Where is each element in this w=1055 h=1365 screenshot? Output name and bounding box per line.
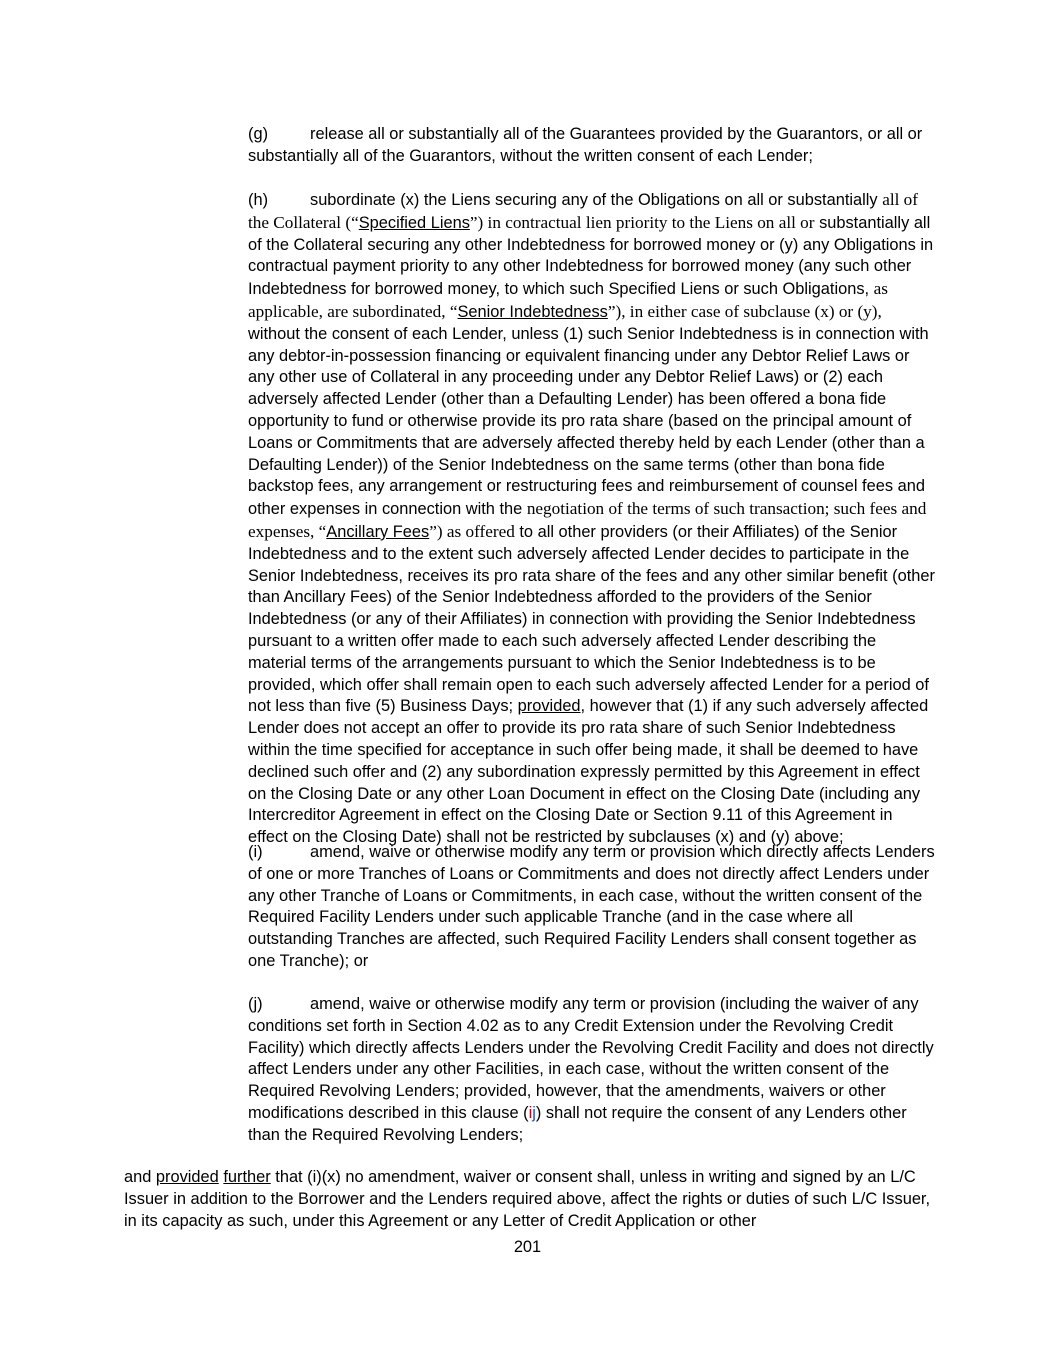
clause-text: ”), in either case of subclause (x) or (y), bbox=[607, 301, 882, 321]
clause-text: as applicable, are subordinated, “ bbox=[248, 279, 888, 321]
clause-i bbox=[187, 842, 935, 973]
clause-text: without the consent of each Lender, unless (1) such Senior Indebtedness is in connection with any debtor-in-possession financing or equivalent financing under any Debtor Relief Laws or any other use of Collateral in any proceeding under any Debtor Relief Laws) or (2) each adversely affected Lender (other than a Defaulting Lender) has been offered a bona fide opportunity to fund or otherwise provide its pro rata share (based on the principal amount of Loans or Commitments that are adversely affected thereby held by each Lender (other than a Defaulting Lender)) of the Senior Indebtedness on the same terms (other than bona fide backstop fees, any arrangement or restructuring fees and reimbursement of counsel fees and other expenses in connection with the bbox=[248, 324, 929, 519]
clause-j bbox=[187, 994, 935, 1147]
clause-text: amend, waive or otherwise modify any term or provision (including the waiver of any conditions set forth in Section 4.02 as to any Credit Extension under the Revolving Credit Facility) which directly affects Lenders under the Revolving Credit Facility and does not directly affect Lenders under any other Facilities, in each case, without the written consent of the Required Revolving Lenders; provided, however, that the amendments, waivers or other modifications described in this clause ( bbox=[248, 995, 934, 1122]
provided-term: provided bbox=[155, 1168, 219, 1186]
clause-label: (g) bbox=[248, 125, 269, 143]
inserted-revision-mark: j bbox=[532, 1103, 536, 1122]
clause-text: to all other providers (or their Affiliates) of the Senior Indebtedness and to the extent such adversely affected Lender decides to participate in the Senior Indebtedness, receives its pro rata share of the fees and any other similar benefit (other than Ancillary Fees) of the Senior Indebtedness afforded to the providers of the Senior Indebtedness (or any of their Affiliates) in connection with providing the Senior Indebtedness pursuant to a written offer made to each such adversely affected Lender describing the material terms of the arrangements pursuant to which the Senior Indebtedness is to be provided, which offer shall remain open to each such adversely affected Lender for a period of not less than five (5) Business Days; bbox=[248, 522, 935, 716]
clause-text: negotiation of the terms of such transaction; such fees and expenses, “ bbox=[248, 499, 927, 541]
clause-label: (i) bbox=[248, 843, 263, 861]
proviso-text: that (i)(x) no amendment, waiver or consent shall, unless in writing and signed by an L/C Issuer in addition to the Borrower and the Lenders required above, affect the rights or duties of such L/C Issuer, in its capacity as such, under this Agreement or any Letter of Credit Application or other bbox=[124, 1168, 931, 1230]
clause-h bbox=[187, 189, 935, 849]
clause-text: amend, waive or otherwise modify any term or provision which directly affects Lenders of one or more Tranches of Loans or Commitments and does not directly affect Lenders under any other Tranche of Loans or Commitments, in each case, without the written consent of the Required Facility Lenders under such applicable Tranche (and in the case where all outstanding Tranches are affected, such Required Facility Lenders shall consent together as one Tranche); or bbox=[248, 843, 935, 970]
proviso-text: and bbox=[124, 1168, 156, 1186]
provided-term: provided bbox=[517, 697, 581, 716]
clause-text: all of the Collateral (“ bbox=[248, 190, 918, 232]
clause-text: ) shall not require the consent of any Lenders other than the Required Revolving Lenders; bbox=[248, 1103, 907, 1144]
defined-term-ancillary-fees: Ancillary Fees bbox=[326, 522, 430, 541]
deleted-revision-mark: i bbox=[528, 1103, 533, 1122]
defined-term-senior-indebtedness: Senior Indebtedness bbox=[457, 302, 608, 321]
page-number: 201 bbox=[513, 1238, 542, 1256]
clause-text: subordinate (x) the Liens securing any of the Obligations on all or substantially bbox=[310, 191, 878, 209]
defined-term-specified-liens: Specified Liens bbox=[358, 213, 470, 232]
clause-text: release all or substantially all of the Guarantees provided by the Guarantors, or all or substantially all of the Guarantors, without the written consent of each Lender; bbox=[248, 125, 923, 165]
clause-text: ”) as offered bbox=[429, 521, 515, 541]
clause-label: (j) bbox=[248, 995, 263, 1013]
clause-text: ”) in contractual lien priority to the Liens on all or bbox=[469, 212, 815, 232]
proviso-paragraph bbox=[124, 1167, 935, 1232]
clause-text: substantially all of the Collateral securing any other Indebtedness for borrowed money or (y) any Obligations in contractual payment priority to any other Indebtedness for borrowed money (any such other Indebtedness for borrowed money, to which such Specified Liens or such Obligations, bbox=[248, 213, 934, 299]
further-term: further bbox=[223, 1168, 271, 1186]
clause-label: (h) bbox=[248, 191, 269, 209]
clause-text: , however that (1) if any such adversely affected Lender does not accept an offer to provide its pro rata share of such Senior Indebtedness within the time specified for acceptance in such offer being made, it shall be deemed to have declined such offer and (2) any subordination expressly permitted by this Agreement in effect on the Closing Date or any other Loan Document in effect on the Closing Date (including any Intercreditor Agreement in effect on the Closing Date or Section 9.11 of this Agreement in effect on the Closing Date) shall not be restricted by subclauses (x) and (y) above; bbox=[248, 697, 929, 847]
clause-g bbox=[187, 124, 935, 168]
